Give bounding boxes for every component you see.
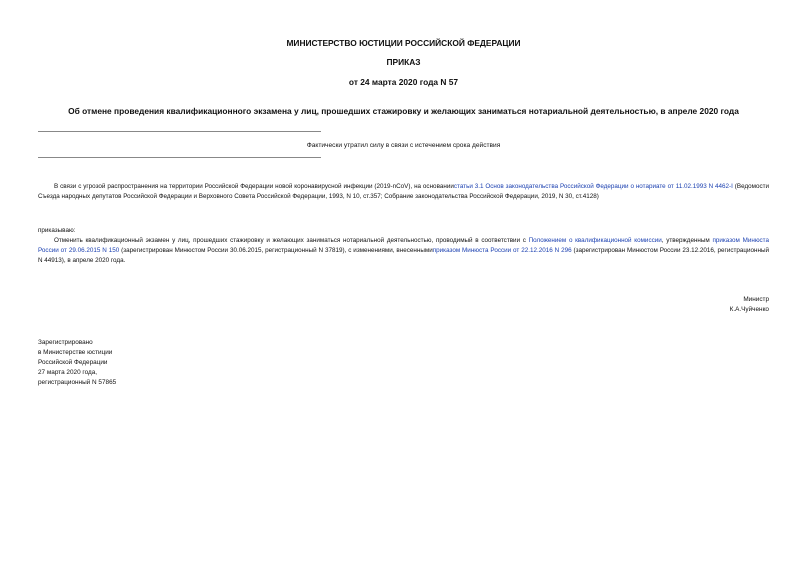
divider-top [38, 131, 321, 132]
link-notary-law[interactable]: статьи 3.1 Основ законодательства Российской Федерации о нотариате от 11.02.1993 N 4462-I [453, 183, 733, 190]
doc-date-number: от 24 марта 2020 года N 57 [348, 77, 459, 87]
ministry-heading: МИНИСТЕРСТВО ЮСТИЦИИ РОССИЙСКОЙ ФЕДЕРАЦИИ [286, 38, 521, 48]
order-text-4: (зарегистрирован Минюстом России 23.12.2016, регистрационный N 44913), в апреле 2020 года. [38, 247, 770, 264]
paragraph-order [38, 236, 769, 266]
doc-type-heading: ПРИКАЗ [386, 57, 421, 67]
signature-name: К.А.Чуйченко [729, 306, 769, 313]
order-text-3: (зарегистрирован Минюстом России 30.06.2015, регистрационный N 37819), с изменениями, внесенными [119, 247, 433, 254]
link-order-296[interactable]: приказом Минюста России от 22.12.2016 N 296 [432, 247, 572, 254]
registration-line: регистрационный N 57865 [38, 379, 117, 386]
paragraph-order-word: приказываю: [38, 227, 76, 234]
order-text-1: Отменить квалификационный экзамен у лиц, прошедших стажировку и желающих заниматься нотариальной деятельностью, проводимый в соответствии с [54, 237, 529, 244]
link-commission-regulation[interactable]: Положением о квалификационной комиссии [528, 237, 662, 244]
order-text-2: , утвержденным [661, 237, 713, 244]
registration-line: в Министерстве юстиции [38, 349, 113, 356]
status-note: Фактически утратил силу в связи с истечением срока действия [306, 142, 501, 149]
link-order-150[interactable]: приказом Минюста России от 29.06.2015 N 150 [38, 237, 770, 254]
registration-block [38, 338, 116, 388]
registration-line: 27 марта 2020 года, [38, 369, 98, 376]
signature-block [730, 295, 769, 315]
registration-line: Российской Федерации [38, 359, 108, 366]
registration-line: Зарегистрировано [38, 339, 93, 346]
doc-title: Об отмене проведения квалификационного экзамена у лиц, прошедших стажировку и желающих заниматься нотариальной деятельностью, в апреле 2020 года [68, 106, 739, 116]
paragraph-preamble [38, 182, 769, 202]
signature-position: Министр [743, 296, 769, 303]
preamble-text-2: (Ведомости Съезда народных депутатов Российской Федерации и Верховного Совета Российской Федерации, 1993, N 10, ст.357; Собрание законодательства Российской Федерации, 2019, N 30, ст.4128) [38, 183, 770, 200]
preamble-text-1: В связи с угрозой распространения на территории Российской Федерации новой коронавирусной инфекции (2019-nCoV), на основании [54, 183, 454, 190]
divider-bottom [38, 157, 321, 158]
